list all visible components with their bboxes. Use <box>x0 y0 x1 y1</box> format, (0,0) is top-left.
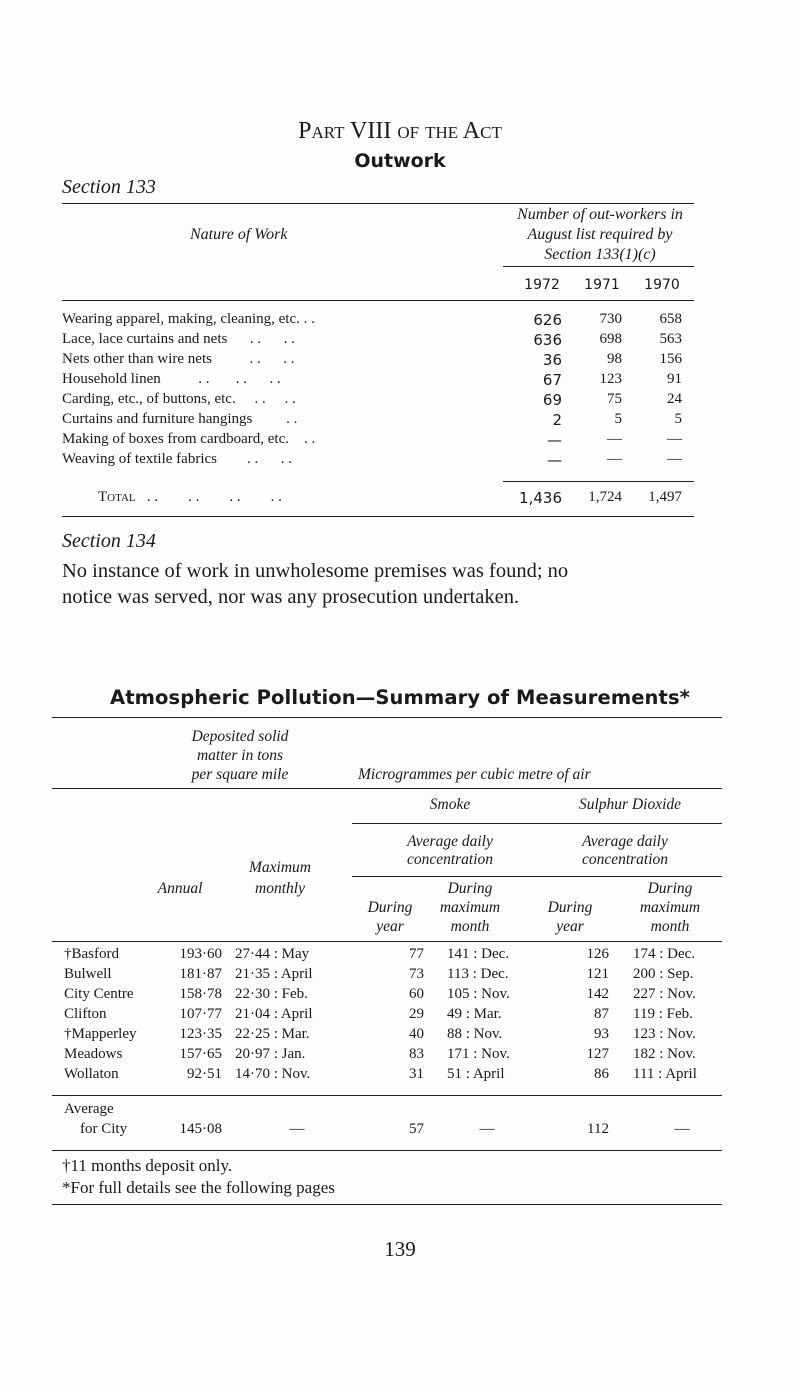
so2-month-value: 200 : Sep. <box>633 966 694 982</box>
smoke-month-value: 113 : Dec. <box>447 966 509 982</box>
average-bottom-rule <box>52 1150 722 1151</box>
row-label: Weaving of textile fabrics . . . . <box>62 451 292 467</box>
year-1971: 1971 <box>584 277 620 293</box>
table-row <box>62 411 702 431</box>
outwork-heading: Outwork <box>354 150 446 172</box>
pollution-header-bottom-rule <box>52 941 722 942</box>
so2-max-during: During <box>647 880 693 897</box>
site-name: Meadows <box>64 1046 123 1062</box>
max-monthly-value: 21·04 : April <box>235 1006 313 1022</box>
cell-1970: 91 <box>667 371 682 387</box>
cell-1971: 5 <box>614 411 622 427</box>
site-name: Wollaton <box>64 1066 119 1082</box>
smoke-month-value: 171 : Nov. <box>447 1046 510 1062</box>
pollution-title: Atmospheric Pollution—Summary of Measurements* <box>110 686 690 709</box>
annual-value: 158·78 <box>179 986 222 1002</box>
table-bottom-rule <box>62 516 694 517</box>
smoke-year: year <box>376 918 404 935</box>
max-monthly-value: 22·30 : Feb. <box>235 986 308 1002</box>
total-row <box>62 489 702 509</box>
smoke-header: Smoke <box>429 796 471 813</box>
deposited-header-1: Deposited solid <box>191 728 289 745</box>
smoke-month-value: 105 : Nov. <box>447 986 510 1002</box>
so2-year-value: 86 <box>594 1066 609 1082</box>
average-smoke-year: 57 <box>409 1121 424 1137</box>
section-134-line-1: No instance of work in unwholesome premises was found; no <box>62 560 569 582</box>
smoke-maximum: maximum <box>439 899 501 916</box>
so2-year-value: 127 <box>586 1046 609 1062</box>
so2-month-value: 227 : Nov. <box>633 986 696 1002</box>
deposited-header-2: matter in tons <box>196 747 284 764</box>
average-label-2: for City <box>80 1121 128 1137</box>
concentration-rule <box>352 876 722 877</box>
annual-value: 107·77 <box>179 1006 222 1022</box>
cell-1971: 123 <box>599 371 622 387</box>
average-label-1: Average <box>64 1101 114 1117</box>
average-annual: 145·08 <box>179 1121 222 1137</box>
part-title: Part VIII of the Act <box>298 118 502 144</box>
deposited-header-3: per square mile <box>191 766 289 783</box>
table-row <box>52 986 722 1006</box>
so2-month-value: 119 : Feb. <box>633 1006 693 1022</box>
smoke-year-value: 60 <box>409 986 424 1002</box>
table-row <box>62 331 702 351</box>
col-nature-of-work: Nature of Work <box>190 226 288 243</box>
table-top-rule <box>62 203 694 204</box>
col-number-header-2: August list required by <box>527 226 673 243</box>
cell-1972: 636 <box>533 331 562 349</box>
so2-month-value: 111 : April <box>633 1066 697 1082</box>
so2-month-value: 123 : Nov. <box>633 1026 696 1042</box>
cell-1972: — <box>547 451 562 469</box>
so2-year-value: 126 <box>586 946 609 962</box>
years-rule <box>503 266 694 267</box>
average-max: — <box>289 1121 305 1137</box>
so2-year-value: 121 <box>586 966 609 982</box>
so2-year-value: 87 <box>594 1006 609 1022</box>
average-so2-year: 112 <box>587 1121 609 1137</box>
cell-1970: 5 <box>674 411 682 427</box>
smoke-year-value: 77 <box>409 946 424 962</box>
smoke-year-value: 83 <box>409 1046 424 1062</box>
header-bottom-rule <box>62 300 694 301</box>
cell-1972: 2 <box>552 411 562 429</box>
cell-1970: — <box>667 431 682 447</box>
cell-1971: — <box>607 451 622 467</box>
cell-1970: 658 <box>659 311 682 327</box>
units-rule <box>52 788 722 789</box>
row-label: Household linen . . . . . . <box>62 371 281 387</box>
year-1970: 1970 <box>644 277 680 293</box>
monthly-header: monthly <box>255 880 305 897</box>
smoke-max-during: During <box>447 880 493 897</box>
cell-1972: 36 <box>542 351 562 369</box>
cell-1971: 730 <box>599 311 622 327</box>
so2-month-value: 182 : Nov. <box>633 1046 696 1062</box>
table-row <box>52 1066 722 1086</box>
cell-1970: 156 <box>659 351 682 367</box>
smoke-month-value: 88 : Nov. <box>447 1026 503 1042</box>
row-label: Curtains and furniture hangings . . <box>62 411 298 427</box>
average-row <box>52 1101 722 1143</box>
cell-1970: 24 <box>667 391 682 407</box>
total-top-rule <box>503 481 694 482</box>
so2-avg-1: Average daily <box>582 833 668 850</box>
table-row <box>62 371 702 391</box>
site-name: †Basford <box>64 946 119 962</box>
page-number: 139 <box>384 1237 416 1261</box>
smoke-avg-2: concentration <box>406 851 494 868</box>
table-row <box>62 431 702 451</box>
so2-year-value: 142 <box>586 986 609 1002</box>
max-monthly-value: 20·97 : Jan. <box>235 1046 306 1062</box>
annual-value: 123·35 <box>179 1026 222 1042</box>
site-name: Clifton <box>64 1006 107 1022</box>
smoke-so2-rule <box>352 823 722 824</box>
table-row <box>62 451 702 471</box>
smoke-during: During <box>367 899 413 916</box>
cell-1970: — <box>667 451 682 467</box>
pollution-top-rule <box>52 717 722 718</box>
footnote-asterisk: *For full details see the following pages <box>62 1178 335 1197</box>
annual-header: Annual <box>157 880 203 897</box>
table-row <box>52 946 722 966</box>
smoke-month-value: 141 : Dec. <box>447 946 510 962</box>
table-row <box>62 351 702 371</box>
row-label: Carding, etc., of buttons, etc. . . . . <box>62 391 296 407</box>
table-row <box>62 391 702 411</box>
microgrammes-header: Microgrammes per cubic metre of air <box>358 766 591 783</box>
row-label: Nets other than wire nets . . . . <box>62 351 295 367</box>
so2-header: Sulphur Dioxide <box>578 796 682 813</box>
section-134-heading: Section 134 <box>62 530 156 552</box>
row-label: Wearing apparel, making, cleaning, etc. . . <box>62 311 315 327</box>
so2-avg-2: concentration <box>581 851 669 868</box>
smoke-year-value: 31 <box>409 1066 424 1082</box>
table-row <box>52 1046 722 1066</box>
cell-1972: 626 <box>533 311 562 329</box>
annual-value: 157·65 <box>179 1046 222 1062</box>
max-monthly-value: 22·25 : Mar. <box>235 1026 310 1042</box>
cell-1972: — <box>547 431 562 449</box>
cell-1971: — <box>607 431 622 447</box>
annual-value: 181·87 <box>179 966 222 982</box>
average-top-rule <box>52 1095 722 1096</box>
section-134-line-2: notice was served, nor was any prosecution undertaken. <box>62 586 520 608</box>
annual-value: 92·51 <box>187 1066 222 1082</box>
table-row <box>52 966 722 986</box>
smoke-month: month <box>450 918 490 935</box>
total-label: Total . . . . . . . . <box>98 489 282 505</box>
col-number-header-3: Section 133(1)(c) <box>544 246 656 263</box>
table-row <box>62 311 702 331</box>
cell-1972: 69 <box>542 391 562 409</box>
smoke-avg-1: Average daily <box>407 833 493 850</box>
year-1972: 1972 <box>524 277 560 293</box>
cell-1971: 698 <box>599 331 622 347</box>
table-row <box>52 1026 722 1046</box>
cell-1971: 75 <box>607 391 622 407</box>
smoke-year-value: 40 <box>409 1026 424 1042</box>
total-1971: 1,724 <box>588 489 622 505</box>
site-name: City Centre <box>64 986 134 1002</box>
so2-during: During <box>547 899 593 916</box>
average-so2-month: — <box>674 1121 690 1137</box>
annual-value: 193·60 <box>179 946 222 962</box>
row-label: Making of boxes from cardboard, etc. . . <box>62 431 316 447</box>
smoke-month-value: 49 : Mar. <box>447 1006 502 1022</box>
pollution-bottom-rule <box>52 1204 722 1205</box>
site-name: †Mapperley <box>64 1026 137 1042</box>
so2-year: year <box>556 918 584 935</box>
so2-year-value: 93 <box>594 1026 609 1042</box>
max-monthly-value: 27·44 : May <box>235 946 310 962</box>
table-row <box>52 1006 722 1026</box>
cell-1972: 67 <box>542 371 562 389</box>
footnote-dagger: †11 months deposit only. <box>62 1156 233 1175</box>
section-133-heading: Section 133 <box>62 176 156 198</box>
so2-month-value: 174 : Dec. <box>633 946 696 962</box>
smoke-month-value: 51 : April <box>447 1066 505 1082</box>
cell-1970: 563 <box>659 331 682 347</box>
smoke-year-value: 29 <box>409 1006 424 1022</box>
total-1972: 1,436 <box>519 489 562 507</box>
max-monthly-value: 21·35 : April <box>235 966 313 982</box>
average-smoke-month: — <box>479 1121 495 1137</box>
smoke-year-value: 73 <box>409 966 424 982</box>
so2-maximum: maximum <box>639 899 701 916</box>
site-name: Bulwell <box>64 966 112 982</box>
max-monthly-value: 14·70 : Nov. <box>235 1066 311 1082</box>
so2-month: month <box>650 918 690 935</box>
cell-1971: 98 <box>607 351 622 367</box>
maximum-header: Maximum <box>249 859 311 876</box>
total-1970: 1,497 <box>648 489 682 505</box>
col-number-header-1: Number of out-workers in <box>517 206 683 223</box>
row-label: Lace, lace curtains and nets . . . . <box>62 331 295 347</box>
